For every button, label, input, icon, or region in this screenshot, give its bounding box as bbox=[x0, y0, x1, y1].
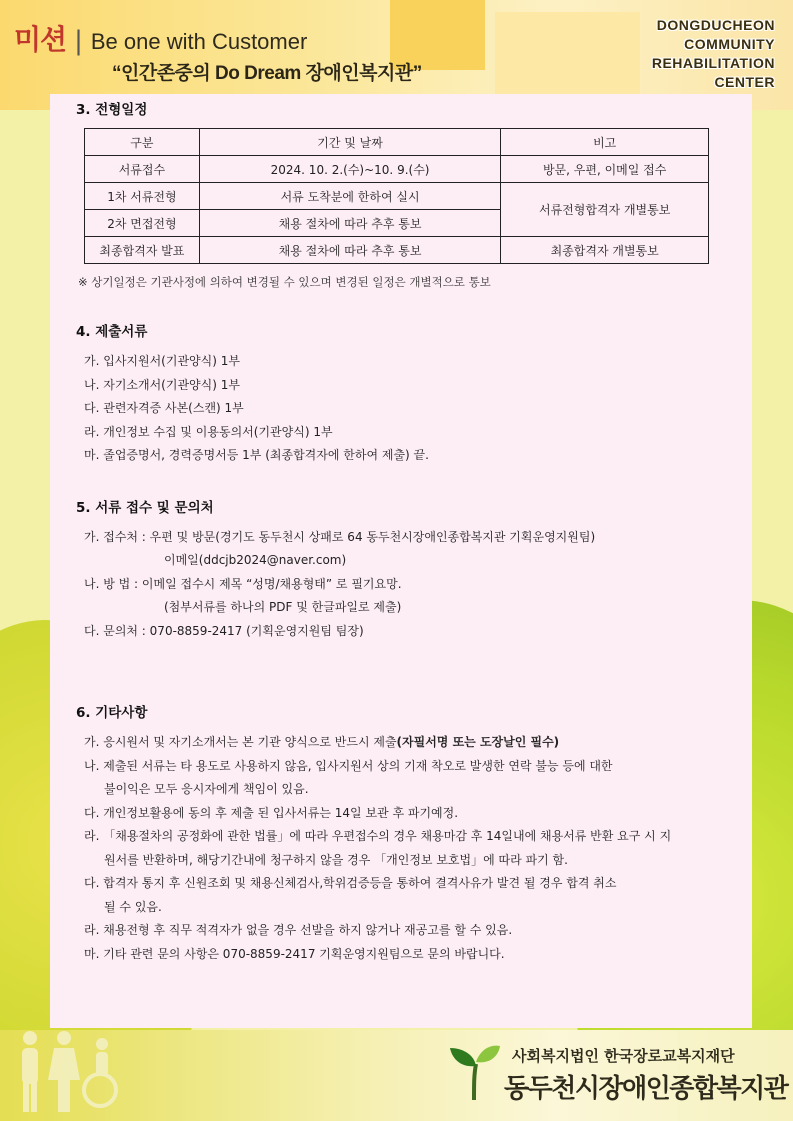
table-cell: 최종합격자 발표 bbox=[85, 237, 200, 264]
document-body bbox=[76, 98, 726, 966]
table-cell: 최종합격자 개별통보 bbox=[501, 237, 709, 264]
sub-slogan: “인간존중의 Do Dream 장애인복지관” bbox=[112, 63, 422, 84]
people-pictogram-icon bbox=[14, 1024, 124, 1114]
list-item: 나. 제출된 서류는 타 용도로 사용하지 않음, 입사지원서 상의 기재 착오로 발생한 연락 불능 등에 대한 bbox=[84, 758, 613, 773]
list-item: 나. 자기소개서(기관양식) 1부 bbox=[84, 377, 240, 392]
table-cell: 서류접수 bbox=[85, 156, 200, 183]
documents-list bbox=[84, 350, 726, 468]
section-title: 5. 서류 접수 및 문의처 bbox=[76, 499, 214, 516]
list-item: 다. 개인정보활용에 동의 후 제출 된 입사서류는 14일 보관 후 파기예정. bbox=[84, 805, 459, 820]
slogan: Be one with Customer bbox=[90, 29, 308, 54]
list-item: 이메일(ddcjb2024@naver.com) bbox=[164, 553, 347, 567]
list-item: 라. 개인정보 수집 및 이용동의서(기관양식) 1부 bbox=[84, 424, 333, 439]
list-item: (첨부서류를 하나의 PDF 및 한글파일로 제출) bbox=[164, 600, 402, 614]
schedule-table bbox=[84, 128, 709, 264]
list-item: 원서를 반환하며, 해당기간내에 청구하지 않을 경우 「개인정보 보호법」에 따라 파기 함. bbox=[104, 852, 568, 867]
list-item: 될 수 있음. bbox=[104, 899, 162, 914]
mission-line bbox=[14, 18, 307, 58]
list-item: 다. 문의처 : 070-8859-2417 (기획운영지원팀 팀장) bbox=[84, 623, 364, 638]
list-item bbox=[84, 731, 726, 755]
table-cell: 채용 절차에 따라 추후 통보 bbox=[199, 237, 501, 264]
center-name-en bbox=[652, 16, 775, 92]
list-item-text: 가. 응시원서 및 자기소개서는 본 기관 양식으로 반드시 제출 bbox=[84, 735, 397, 749]
decor-square bbox=[495, 12, 640, 97]
submission-list bbox=[84, 526, 726, 644]
table-cell: 채용 절차에 따라 추후 통보 bbox=[199, 210, 501, 237]
list-item: 마. 졸업증명서, 경력증명서등 1부 (최종합격자에 한하여 제출) 끝. bbox=[84, 448, 429, 462]
list-item: 가. 입사지원서(기관양식) 1부 bbox=[84, 354, 240, 368]
section-title: 4. 제출서류 bbox=[76, 324, 148, 340]
list-item: 다. 관련자격증 사본(스캔) 1부 bbox=[84, 401, 244, 415]
table-cell: 2024. 10. 2.(수)~10. 9.(수) bbox=[199, 156, 501, 183]
list-item-emphasis: (자필서명 또는 도장날인 필수) bbox=[396, 735, 560, 749]
center-name-line: COMMUNITY bbox=[684, 36, 775, 52]
list-item: 불이익은 모두 응시자에게 책임이 있음. bbox=[104, 782, 309, 796]
table-row bbox=[85, 237, 709, 264]
foundation-name: 사회복지법인 한국장로교복지재단 bbox=[512, 1047, 735, 1065]
list-item: 마. 기타 관련 문의 사항은 070-8859-2417 기획운영지원팀으로 문의 바랍니다. bbox=[84, 946, 505, 961]
submission-section bbox=[76, 496, 726, 644]
table-header-cell: 비고 bbox=[501, 129, 709, 156]
divider-bar: | bbox=[74, 26, 83, 56]
list-item: 라. 「채용절차의 공정화에 관한 법률」에 따라 우편접수의 경우 채용마감 후 14일내에 채용서류 반환 요구 시 지 bbox=[84, 829, 672, 843]
center-name-line: DONGDUCHEON bbox=[656, 17, 775, 33]
table-header-cell: 구분 bbox=[85, 129, 200, 156]
schedule-footnote: ※ 상기일정은 기관사정에 의하여 변경될 수 있으며 변경된 일정은 개별적으로 통보 bbox=[78, 275, 491, 289]
section-title: 6. 기타사항 bbox=[76, 705, 148, 721]
table-cell: 2차 면접전형 bbox=[85, 210, 200, 237]
table-cell: 서류 도착분에 한하여 실시 bbox=[199, 183, 501, 210]
etc-section bbox=[76, 701, 726, 966]
list-item: 다. 합격자 통지 후 신원조회 및 채용신체검사,학위검증등을 통하여 결격사유가 발견 될 경우 합격 취소 bbox=[84, 876, 617, 890]
center-name-line: CENTER bbox=[714, 74, 775, 90]
table-row bbox=[85, 183, 709, 210]
mission-label: 미션 bbox=[14, 23, 67, 56]
table-header-row bbox=[85, 129, 709, 156]
table-header-cell: 기간 및 날짜 bbox=[199, 129, 501, 156]
list-item: 나. 방 법 : 이메일 접수시 제목 “성명/채용형태” 로 필기요망. bbox=[84, 576, 402, 591]
center-name-line: REHABILITATION bbox=[651, 55, 775, 71]
table-row bbox=[85, 156, 709, 183]
table-cell: 1차 서류전형 bbox=[85, 183, 200, 210]
schedule-section bbox=[76, 98, 726, 290]
sprout-logo-icon bbox=[450, 1044, 500, 1100]
table-cell: 서류전형합격자 개별통보 bbox=[501, 183, 709, 237]
list-item: 가. 접수처 : 우편 및 방문(경기도 동두천시 상패로 64 동두천시장애인종합복지관 기획운영지원팀) bbox=[84, 529, 596, 544]
etc-list bbox=[84, 731, 726, 966]
table-cell: 방문, 우편, 이메일 접수 bbox=[501, 156, 709, 183]
documents-section bbox=[76, 320, 726, 468]
center-name-ko: 동두천시장애인종합복지관 bbox=[504, 1074, 788, 1104]
section-title: 3. 전형일정 bbox=[76, 102, 148, 118]
list-item: 라. 채용전형 후 직무 적격자가 없을 경우 선발을 하지 않거나 재공고를 할 수 있음. bbox=[84, 923, 513, 937]
